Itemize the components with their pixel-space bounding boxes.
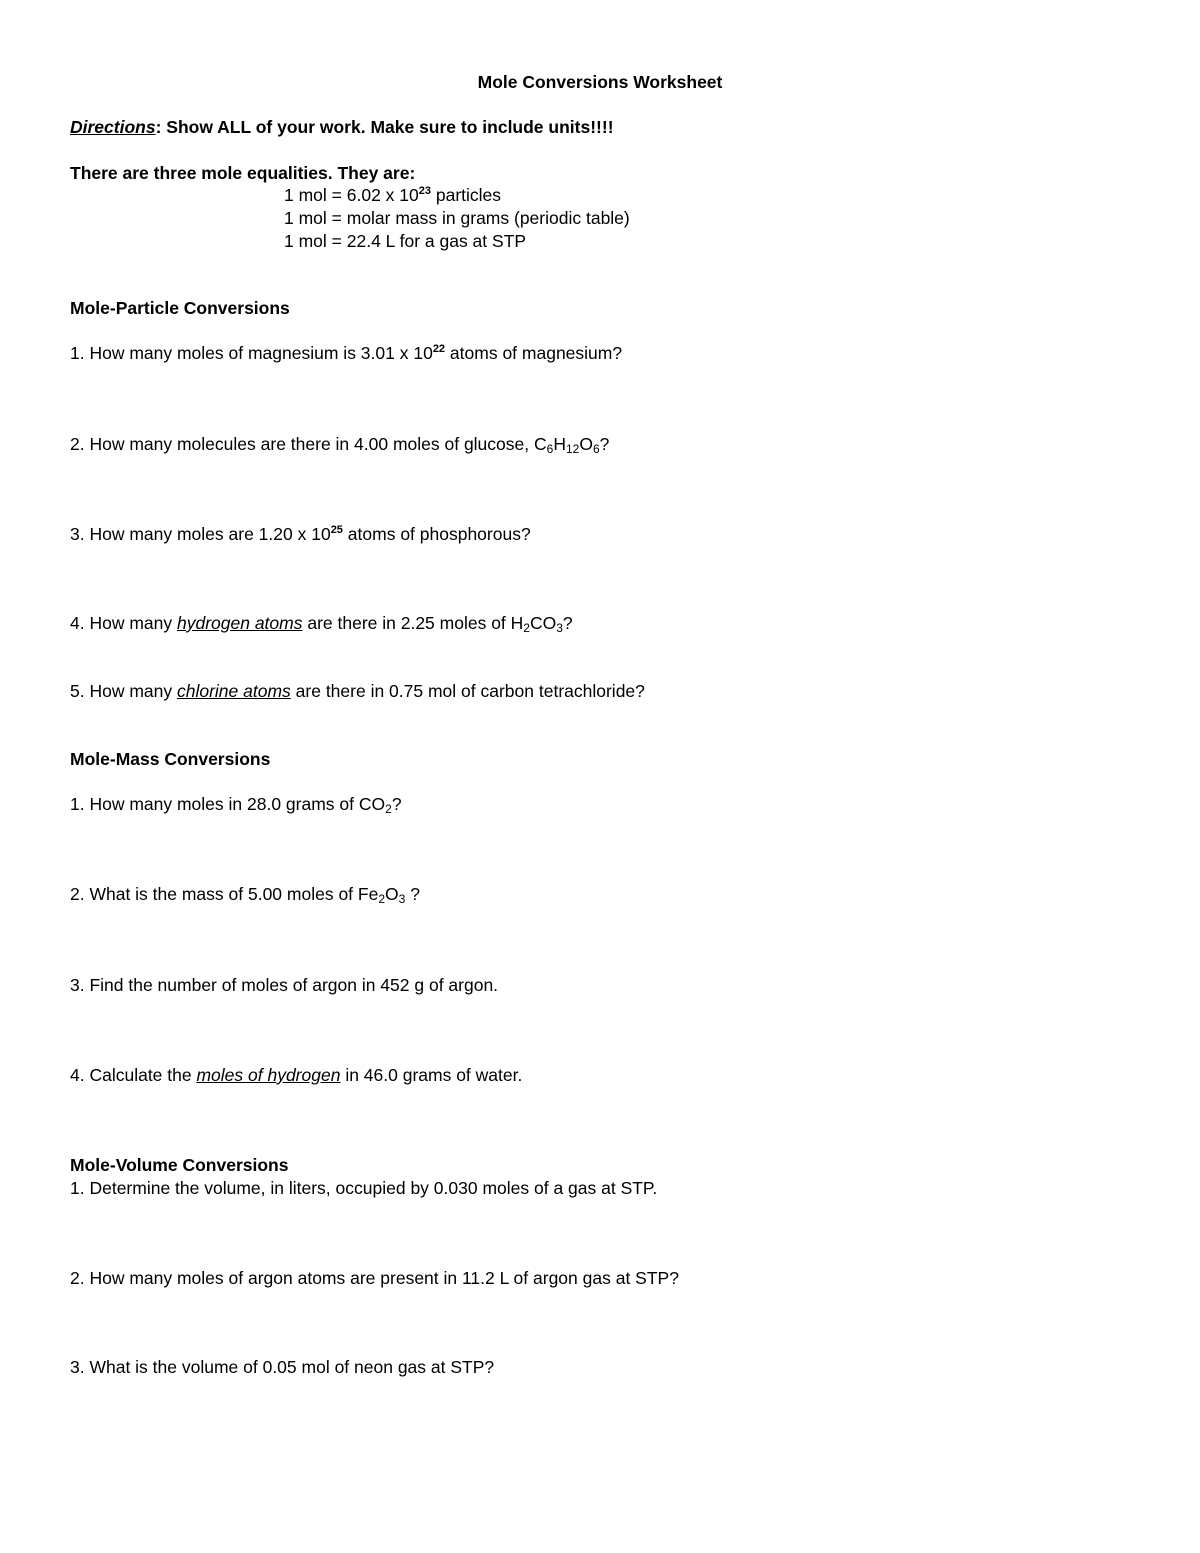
volume-section-heading: Mole-Volume Conversions bbox=[70, 1155, 289, 1175]
particle-question-3 bbox=[70, 523, 531, 545]
mass-question-2 bbox=[70, 883, 420, 905]
directions-line bbox=[70, 116, 614, 138]
volume-question-3: 3. What is the volume of 0.05 mol of neon gas at STP? bbox=[70, 1357, 495, 1377]
particle-q2-sub-2: 12 bbox=[565, 442, 580, 456]
particle-q2-post: ? bbox=[599, 434, 610, 454]
mass-q4-pre: 4. Calculate the bbox=[70, 1065, 197, 1085]
equality-particles-post: particles bbox=[431, 185, 502, 205]
particle-q3-exponent: 25 bbox=[330, 524, 343, 536]
particle-q4-mid-2: CO bbox=[529, 613, 557, 633]
directions-text: Show ALL of your work. Make sure to include units!!!! bbox=[161, 117, 614, 137]
mass-q4-emphasis: moles of hydrogen bbox=[196, 1065, 341, 1085]
particle-q3-pre: 3. How many moles are 1.20 x 10 bbox=[70, 524, 331, 544]
particle-q5-pre: 5. How many bbox=[70, 681, 177, 701]
particle-q2-sub-3: 6 bbox=[592, 442, 600, 456]
particle-question-1 bbox=[70, 342, 622, 364]
mass-q1-sub: 2 bbox=[385, 802, 392, 816]
particle-section-heading: Mole-Particle Conversions bbox=[70, 298, 290, 318]
particle-q4-sub-2: 3 bbox=[556, 621, 563, 635]
equality-particles-pre: 1 mol = 6.02 x 10 bbox=[284, 185, 419, 205]
particle-question-2 bbox=[70, 433, 609, 455]
particle-q5-emphasis: chlorine atoms bbox=[176, 681, 291, 701]
particle-q3-post: atoms of phosphorous? bbox=[342, 524, 531, 544]
volume-question-2: 2. How many moles of argon atoms are present in 11.2 L of argon gas at STP? bbox=[70, 1268, 679, 1288]
mass-q1-post: ? bbox=[391, 794, 402, 814]
mass-q4-post: in 46.0 grams of water. bbox=[340, 1065, 523, 1085]
equality-mass: 1 mol = molar mass in grams (periodic table) bbox=[284, 208, 630, 228]
mass-section-heading: Mole-Mass Conversions bbox=[70, 749, 271, 769]
mass-q2-sub-2: 3 bbox=[398, 892, 406, 906]
particle-q2-mid-2: O bbox=[579, 434, 593, 454]
mass-q2-pre: 2. What is the mass of 5.00 moles of Fe bbox=[70, 884, 379, 904]
equality-particles bbox=[284, 184, 501, 206]
particle-q1-exponent: 22 bbox=[432, 343, 446, 355]
particle-q1-post: atoms of magnesium? bbox=[445, 343, 623, 363]
mass-question-3: 3. Find the number of moles of argon in 452 g of argon. bbox=[70, 975, 499, 995]
particle-q4-pre: 4. How many bbox=[70, 613, 177, 633]
mass-q2-sub-1: 2 bbox=[378, 892, 386, 906]
mass-question-4 bbox=[70, 1064, 522, 1086]
directions-label: Directions bbox=[70, 117, 156, 137]
mass-q1-pre: 1. How many moles in 28.0 grams of CO bbox=[70, 794, 386, 814]
particle-q4-mid: are there in 2.25 moles of H bbox=[302, 613, 524, 633]
equality-volume: 1 mol = 22.4 L for a gas at STP bbox=[284, 231, 527, 251]
particle-q5-post: are there in 0.75 mol of carbon tetrachloride? bbox=[290, 681, 645, 701]
particle-q2-pre: 2. How many molecules are there in 4.00 moles of glucose, C bbox=[70, 434, 547, 454]
directions-colon: : bbox=[155, 117, 162, 137]
equalities-heading: There are three mole equalities. They are: bbox=[70, 163, 416, 183]
mass-question-1 bbox=[70, 793, 402, 815]
equality-particles-exponent: 23 bbox=[418, 185, 431, 197]
mass-q2-mid: O bbox=[385, 884, 399, 904]
particle-q2-mid-1: H bbox=[553, 434, 566, 454]
page-title: Mole Conversions Worksheet bbox=[477, 72, 723, 92]
particle-question-4 bbox=[70, 612, 573, 634]
particle-q4-post: ? bbox=[562, 613, 573, 633]
volume-question-1: 1. Determine the volume, in liters, occupied by 0.030 moles of a gas at STP. bbox=[70, 1178, 658, 1198]
particle-question-5 bbox=[70, 680, 645, 702]
particle-q4-sub-1: 2 bbox=[523, 621, 530, 635]
particle-q2-sub-1: 6 bbox=[546, 442, 554, 456]
mass-q2-post: ? bbox=[405, 884, 420, 904]
particle-q4-emphasis: hydrogen atoms bbox=[176, 613, 303, 633]
particle-q1-pre: 1. How many moles of magnesium is 3.01 x 10 bbox=[70, 343, 433, 363]
